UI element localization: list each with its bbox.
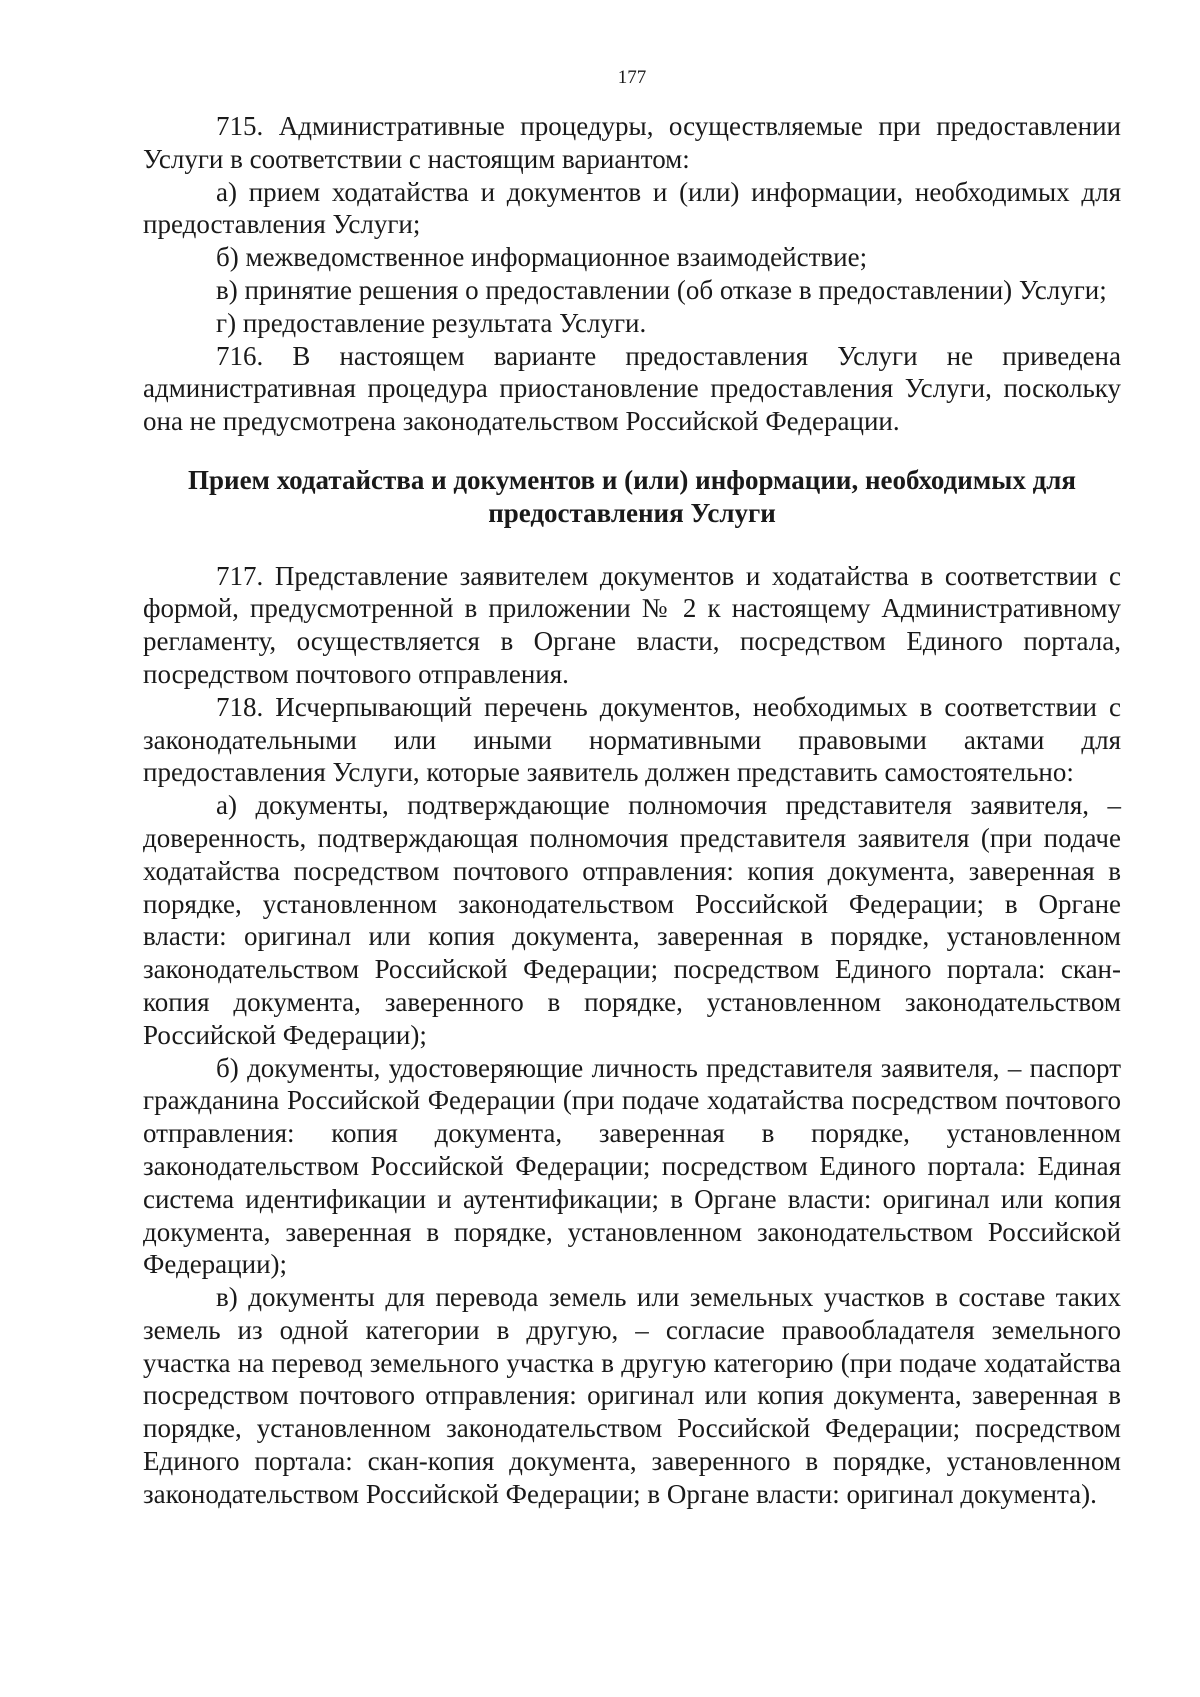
- list-item-g: г) предоставление результата Услуги.: [216, 307, 647, 338]
- list-item-b: б) межведомственное информационное взаимодействие;: [216, 242, 868, 273]
- paragraph-715: 715. Административные процедуры, осуществляемые при предоставлении Услуги в соответствии с настоящим вариантом:: [143, 111, 1121, 174]
- document-item-v: в) документы для перевода земель или земельных участков в составе таких земель из одной категории в другую, – согласие правообладателя земельного участка на перевод земельного участка в другую категорию (при подаче ходатайства посредством почтового отправления: оригинал или копия документа, заверенная в порядке, установленном законодательством Российской Федерации; посредством Единого портала: скан-копия документа, заверенного в порядке, установленном законодательством Российской Федерации; в Органе власти: оригинал документа).: [143, 1282, 1121, 1509]
- list-item-v: в) принятие решения о предоставлении (об отказе в предоставлении) Услуги;: [216, 274, 1107, 305]
- document-page: [143, 64, 1121, 1511]
- paragraph-717: 717. Представление заявителем документов и ходатайства в соответствии с формой, предусмотренной в приложении № 2 к настоящему Административному регламенту, осуществляется в Органе власти, посредством Единого портала, посредством почтового отправления.: [143, 560, 1121, 689]
- document-item-b: б) документы, удостоверяющие личность представителя заявителя, – паспорт гражданина Российской Федерации (при подаче ходатайства посредством почтового отправления: копия документа, заверенная в порядке, установленном законодательством Российской Федерации; посредством Единого портала: Единая система идентификации и аутентификации; в Органе власти: оригинал или копия документа, заверенная в порядке, установленном законодательством Российской Федерации);: [143, 1052, 1121, 1280]
- section-procedures: [143, 110, 1121, 438]
- section-application: [143, 560, 1121, 1511]
- paragraph-716: 716. В настоящем варианте предоставления Услуги не приведена административная процедура приостановление предоставления Услуги, поскольку она не предусмотрена законодательством Российской Федерации.: [143, 340, 1121, 437]
- section-heading: Прием ходатайства и документов и (или) информации, необходимых для предоставления Услуги: [188, 464, 1076, 528]
- document-item-a: а) документы, подтверждающие полномочия представителя заявителя, – доверенность, подтверждающая полномочия представителя заявителя (при подаче ходатайства посредством почтового отправления: копия документа, заверенная в порядке, установленном законодательством Российской Федерации; в Органе власти: оригинал или копия документа, заверенная в порядке, установленном законодательством Российской Федерации; посредством Единого портала: скан-копия документа, заверенного в порядке, установленном законодательством Российской Федерации);: [143, 790, 1121, 1050]
- list-item-a: а) прием ходатайства и документов и (или) информации, необходимых для предоставления Услуги;: [143, 176, 1121, 240]
- paragraph-718: 718. Исчерпывающий перечень документов, необходимых в соответствии с законодательными или иными нормативными правовыми актами для предоставления Услуги, которые заявитель должен представить самостоятельно:: [143, 691, 1121, 788]
- page-number: 177: [617, 67, 647, 88]
